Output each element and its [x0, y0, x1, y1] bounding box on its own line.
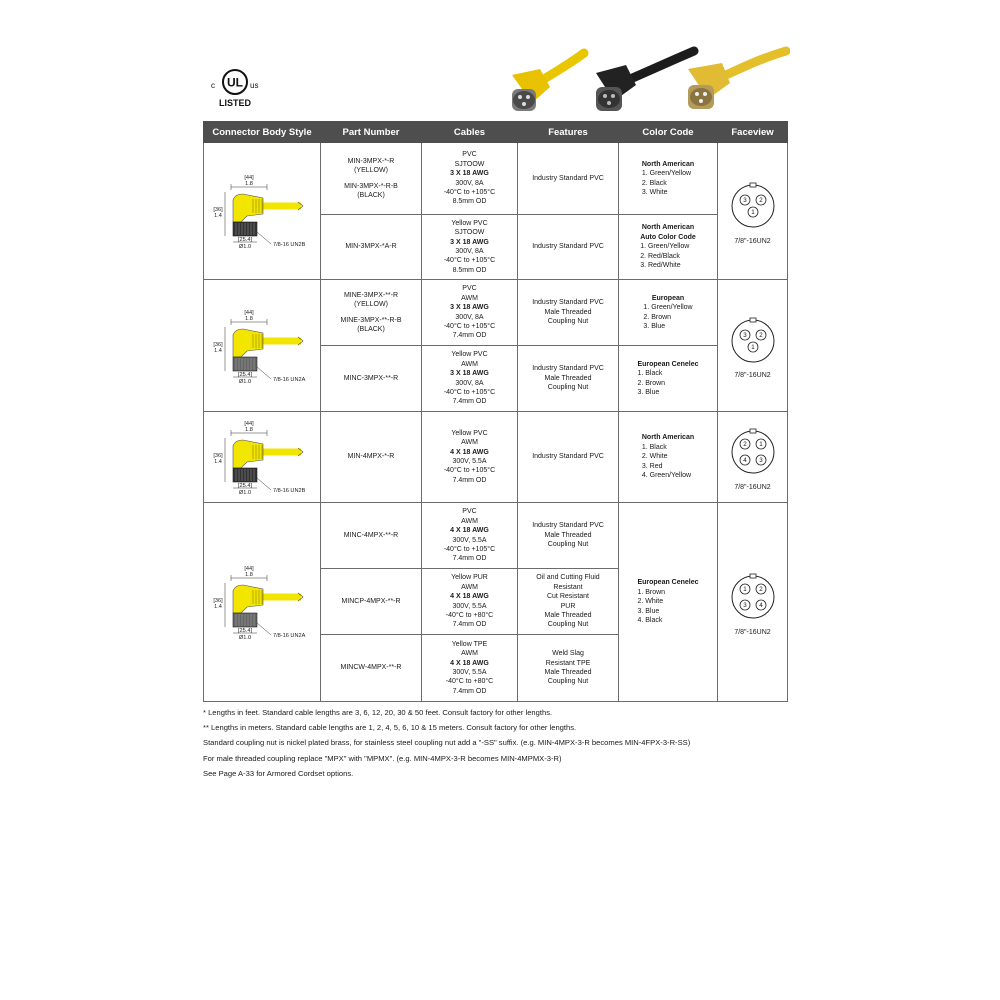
- footnote: Standard coupling nut is nickel plated brass, for stainless steel coupling nut add a "-SS" suffix. (e.g. MIN-4MPX-3-R becomes MIN-4FPX-3-R-SS): [203, 738, 691, 748]
- color-code-item: 4. Black: [637, 617, 663, 625]
- feature-line: Coupling Nut: [547, 678, 589, 686]
- color-code-item: 2. Brown: [643, 313, 672, 321]
- feature-line: PUR: [560, 602, 576, 610]
- cable-line: AWM: [461, 583, 478, 591]
- cable-line: 7.4mm OD: [452, 687, 487, 695]
- color-code-item: 1. Brown: [637, 588, 666, 596]
- cable-gauge: 4 X 18 AWG: [450, 448, 489, 456]
- color-code-item: 3. White: [641, 188, 668, 196]
- dimension-label: Ø1.0: [238, 378, 251, 385]
- faceview-thread-label: 7/8"-16UN2: [734, 372, 771, 379]
- cable-line: 300V, 8A: [455, 313, 484, 321]
- dimension-label: 1.4: [213, 604, 222, 611]
- part-number: MINE-3MPX-**-R: [343, 291, 399, 299]
- dimension-label: 1.8: [244, 181, 253, 188]
- dimension-label: Ø1.0: [238, 490, 251, 497]
- feature-line: Male Threaded: [544, 308, 592, 316]
- photo-yellow-connector-2: [688, 51, 786, 109]
- ul-us-mark: us: [250, 81, 259, 90]
- ul-mark: UL: [227, 75, 243, 90]
- feature-line: Industry Standard PVC: [532, 453, 604, 461]
- table-row: [204, 503, 788, 569]
- cable-line: PVC: [462, 508, 477, 516]
- header-features: Features: [518, 122, 619, 143]
- cable-line: 300V, 5.5A: [452, 669, 487, 676]
- cable-gauge: 4 X 18 AWG: [450, 593, 489, 601]
- table-header-row: [204, 122, 788, 143]
- cable-gauge: 3 X 18 AWG: [450, 238, 489, 246]
- feature-line: Resistant TPE: [545, 659, 591, 667]
- dimension-label: [44]: [243, 421, 254, 428]
- connector-body: [233, 440, 263, 468]
- cable-line: AWM: [461, 360, 478, 368]
- part-number-cell: [321, 143, 422, 215]
- cable-line: Yellow PUR: [451, 574, 488, 582]
- feature-line: Coupling Nut: [547, 621, 589, 629]
- pin: [740, 584, 750, 594]
- cable-line: 300V, 8A: [455, 248, 484, 255]
- color-code-item: 1. Black: [637, 370, 663, 378]
- part-number: MINCP-4MPX-**-R: [341, 597, 401, 605]
- part-color: (BLACK): [357, 325, 385, 333]
- color-code-item: 1. Green/Yellow: [640, 243, 690, 251]
- pin-number: 3: [742, 331, 747, 339]
- cable-line: PVC: [462, 285, 477, 293]
- cable-line: -40°C to +80°C: [445, 611, 494, 619]
- product-photos: [498, 45, 790, 125]
- cable-line: -40°C to +105°C: [443, 322, 496, 330]
- cables-cell: [422, 143, 518, 215]
- cable-gauge: 4 X 18 AWG: [450, 527, 489, 535]
- feature-line: Industry Standard PVC: [532, 243, 604, 251]
- cable-line: AWM: [461, 650, 478, 658]
- dimension-label: 1.4: [213, 459, 222, 466]
- cable-line: Yellow PVC: [451, 429, 488, 437]
- thread-label: 7/8-16 UN2A: [272, 633, 305, 640]
- features-cell: [518, 569, 619, 635]
- color-code-title: European: [651, 294, 685, 302]
- cables-cell: [422, 635, 518, 702]
- part-number-cell: [321, 503, 422, 569]
- dimension-label: 1.8: [244, 427, 253, 434]
- cable-gauge: 4 X 18 AWG: [450, 659, 489, 667]
- features-cell: [518, 412, 619, 503]
- cables-cell: [422, 503, 518, 569]
- pin: [748, 342, 758, 352]
- dimension-label: [25.4]: [237, 371, 252, 378]
- feature-line: Industry Standard PVC: [532, 174, 604, 182]
- keyway-notch: [750, 429, 756, 433]
- part-color: (BLACK): [357, 191, 385, 199]
- feature-line: Industry Standard PVC: [532, 365, 604, 373]
- color-code-item: 3. Blue: [643, 322, 666, 330]
- header-cables: Cables: [422, 122, 518, 143]
- color-code-cell: [619, 346, 718, 412]
- features-cell: [518, 215, 619, 280]
- faceview-4-pin-diagram: [721, 422, 785, 478]
- cable-line: Yellow TPE: [451, 640, 488, 648]
- part-number: MIN-3MPX-*-R: [347, 157, 395, 165]
- footnote: ** Lengths in meters. Standard cable lengths are 1, 2, 4, 5, 6, 10 & 15 meters. Consult factory for other lengths.: [203, 723, 577, 733]
- part-number: MINE-3MPX-**-R-B: [340, 316, 402, 324]
- color-code-cell: [619, 503, 718, 702]
- feature-line: Male Threaded: [544, 669, 592, 676]
- pin: [756, 195, 766, 205]
- cable-line: 7.4mm OD: [452, 398, 487, 406]
- cable-gauge: 3 X 18 AWG: [450, 304, 489, 312]
- color-code-item: 3. Blue: [637, 607, 660, 615]
- part-number: MINC-3MPX-**-R: [343, 374, 399, 382]
- pin-number: 3: [758, 457, 763, 465]
- faceview-cell: [718, 412, 788, 503]
- color-code-item: 1. Black: [641, 443, 667, 451]
- cable-line: 8.5mm OD: [452, 198, 487, 206]
- color-code-title: Auto Color Code: [640, 233, 696, 241]
- dimension-label: [36]: [212, 341, 223, 348]
- part-number-cell: [321, 280, 422, 346]
- table-row: [204, 412, 788, 503]
- faceview-outline: [732, 185, 774, 227]
- part-number-cell: [321, 215, 422, 280]
- thread-label: 7/8-16 UN2A: [272, 376, 305, 383]
- color-code-title: North American: [641, 224, 695, 232]
- callout-leader: [257, 232, 271, 244]
- cables-cell: [422, 346, 518, 412]
- pin-number: 1: [758, 441, 763, 449]
- color-code-item: 3. Red: [641, 462, 663, 470]
- color-code-item: 4. Green/Yellow: [641, 472, 692, 480]
- color-code-item: 2. Brown: [637, 379, 666, 387]
- dimension-label: [44]: [243, 175, 254, 182]
- dimension-label: [36]: [212, 598, 223, 605]
- pin-number: 2: [742, 441, 747, 449]
- part-number-cell: [321, 412, 422, 503]
- part-number: MIN-3MPX-*A-R: [345, 243, 397, 251]
- footnote: * Lengths in feet. Standard cable lengths are 3, 6, 12, 20, 30 & 50 feet. Consult factory for other lengths.: [203, 708, 553, 717]
- connector-diagram-cell: [204, 280, 321, 412]
- cable-line: 300V, 5.5A: [452, 536, 487, 544]
- features-cell: [518, 635, 619, 702]
- cables-cell: [422, 215, 518, 280]
- connector-diagram-cell: [204, 412, 321, 503]
- dimension-label: [25.4]: [237, 237, 252, 244]
- color-code-item: 2. Black: [641, 179, 667, 187]
- photo-black-connector: [596, 51, 694, 111]
- dimension-label: Ø1.0: [238, 635, 251, 642]
- cable-line: -40°C to +105°C: [443, 545, 496, 553]
- keyway-notch: [750, 318, 756, 322]
- color-code-cell: [619, 412, 718, 503]
- thread-label: 7/8-16 UN2B: [272, 488, 305, 495]
- dimension-label: 1.8: [244, 572, 253, 579]
- part-number-cell: [321, 346, 422, 412]
- photo-yellow-connector-1: [512, 53, 584, 111]
- cable-line: Yellow PVC: [451, 219, 488, 227]
- faceview-3-pin-diagram: [721, 311, 785, 367]
- header-connector-body-style: Connector Body Style: [204, 122, 321, 143]
- callout-leader: [257, 367, 271, 379]
- pin: [748, 207, 758, 217]
- connector-diagram-cell: [204, 143, 321, 280]
- connector-body: [233, 194, 263, 222]
- dimension-label: Ø1.0: [238, 244, 251, 251]
- features-cell: [518, 280, 619, 346]
- connector-dimension-drawing: [205, 289, 320, 399]
- dimension-label: 1.4: [213, 213, 222, 220]
- dimension-label: [44]: [243, 309, 254, 316]
- cable-gauge: 3 X 18 AWG: [450, 170, 489, 178]
- pin-number: 1: [750, 209, 755, 217]
- pin: [756, 439, 766, 449]
- table-row: [204, 143, 788, 215]
- cable-line: 8.5mm OD: [452, 266, 487, 274]
- feature-line: Coupling Nut: [547, 318, 589, 326]
- dimension-label: [44]: [243, 566, 254, 573]
- feature-line: Male Threaded: [544, 611, 592, 619]
- features-cell: [518, 503, 619, 569]
- faceview-thread-label: 7/8"-16UN2: [734, 237, 771, 245]
- connector-body: [233, 585, 263, 613]
- pin: [740, 439, 750, 449]
- color-code-cell: [619, 280, 718, 346]
- cable-line: 7.4mm OD: [452, 332, 487, 340]
- faceview-cell: [718, 280, 788, 412]
- faceview-outline: [732, 431, 774, 473]
- part-number: MIN-4MPX-*-R: [347, 453, 395, 461]
- feature-line: Male Threaded: [544, 531, 592, 539]
- dimension-label: [25.4]: [237, 628, 252, 635]
- part-number: MINCW-4MPX-**-R: [340, 664, 402, 672]
- faceview-thread-label: 7/8"-16UN2: [734, 628, 771, 636]
- dimension-label: 1.4: [213, 347, 222, 354]
- faceview-3-pin-diagram: [721, 176, 785, 232]
- feature-line: Industry Standard PVC: [532, 522, 604, 530]
- header-faceview: Faceview: [718, 122, 788, 143]
- color-code-title: European Cenelec: [637, 360, 699, 368]
- ul-c-mark: c: [211, 81, 215, 90]
- cable-line: SJTOOW: [454, 160, 485, 168]
- color-code-cell: [619, 215, 718, 280]
- connector-dimension-drawing: [205, 412, 320, 498]
- pin: [756, 455, 766, 465]
- pin: [740, 195, 750, 205]
- color-code-item: 3. Blue: [637, 388, 660, 396]
- feature-line: Weld Slag: [552, 650, 584, 658]
- features-cell: [518, 346, 619, 412]
- color-code-title: North American: [641, 434, 695, 442]
- pin: [756, 600, 766, 610]
- pin-number: 1: [750, 343, 755, 351]
- dimension-label: [25.4]: [237, 483, 252, 490]
- cable-line: 300V, 8A: [455, 379, 484, 387]
- dimension-label: 1.8: [244, 315, 253, 322]
- color-code-item: 2. Red/Black: [640, 252, 680, 260]
- cable-line: -40°C to +105°C: [443, 467, 496, 475]
- feature-line: Oil and Cutting Fluid: [536, 574, 600, 582]
- features-cell: [518, 143, 619, 215]
- footnote: For male threaded coupling replace "MPX" with "MPMX". (e.g. MIN-4MPX-3-R becomes MIN-4MPMX-3-R): [203, 753, 562, 763]
- connector-diagram-cell: [204, 503, 321, 702]
- callout-leader: [257, 478, 271, 490]
- color-code-item: 1. Green/Yellow: [643, 304, 693, 312]
- color-code-item: 2. White: [637, 598, 664, 606]
- header-color-code: Color Code: [619, 122, 718, 143]
- cables-cell: [422, 280, 518, 346]
- faceview-4-pin-diagram: [721, 567, 785, 623]
- feature-line: Male Threaded: [544, 374, 592, 382]
- table-row: [204, 280, 788, 346]
- cable-line: 7.4mm OD: [452, 476, 487, 484]
- color-code-item: 3. Red/White: [640, 262, 681, 270]
- pin-number: 2: [758, 331, 763, 339]
- pin-number: 2: [758, 586, 763, 594]
- pin-number: 4: [758, 602, 763, 610]
- ul-listed-text: LISTED: [218, 98, 252, 108]
- cable-line: -40°C to +105°C: [443, 257, 496, 265]
- pin-number: 3: [742, 197, 747, 205]
- pin: [756, 330, 766, 340]
- pin: [740, 600, 750, 610]
- cables-cell: [422, 412, 518, 503]
- connector-spec-table: [203, 121, 788, 702]
- connector-dimension-drawing: [205, 154, 320, 264]
- cable-line: 300V, 5.5A: [452, 602, 487, 610]
- pin: [740, 330, 750, 340]
- feature-line: Resistant: [553, 583, 583, 591]
- color-code-item: 1. Green/Yellow: [641, 170, 692, 178]
- cable-line: -40°C to +105°C: [443, 188, 496, 196]
- part-number: MIN-3MPX-*-R-B: [344, 182, 398, 190]
- ul-listed-logo: [204, 64, 276, 112]
- cable-line: 300V, 8A: [455, 179, 484, 187]
- cable-line: -40°C to +80°C: [445, 678, 494, 686]
- cable-line: -40°C to +105°C: [443, 388, 496, 396]
- footnote: See Page A-33 for Armored Cordset options.: [203, 768, 354, 778]
- keyway-notch: [750, 574, 756, 578]
- cable-line: SJTOOW: [454, 229, 485, 237]
- header-part-number: Part Number: [321, 122, 422, 143]
- part-color: (YELLOW): [354, 167, 388, 175]
- part-color: (YELLOW): [354, 301, 388, 309]
- callout-leader: [257, 623, 271, 635]
- cable-line: 300V, 5.5A: [452, 458, 487, 465]
- feature-line: Industry Standard PVC: [532, 299, 604, 307]
- cable-line: AWM: [461, 294, 478, 302]
- cables-cell: [422, 569, 518, 635]
- dimension-label: [36]: [212, 207, 223, 214]
- pin-number: 1: [742, 586, 747, 594]
- pin-number: 2: [758, 197, 763, 205]
- cable-line: Yellow PVC: [451, 351, 488, 359]
- faceview-cell: [718, 143, 788, 280]
- pin-number: 4: [742, 457, 747, 465]
- color-code-item: 2. White: [641, 453, 668, 461]
- cable-line: PVC: [462, 151, 477, 159]
- connector-dimension-drawing: [205, 545, 320, 655]
- keyway-notch: [750, 183, 756, 187]
- faceview-thread-label: 7/8"-16UN2: [734, 483, 771, 491]
- feature-line: Coupling Nut: [547, 541, 589, 549]
- feature-line: Cut Resistant: [546, 593, 590, 601]
- faceview-cell: [718, 503, 788, 702]
- cable-line: AWM: [461, 439, 478, 447]
- pin: [756, 584, 766, 594]
- connector-body: [233, 329, 263, 357]
- cable-line: AWM: [461, 517, 478, 525]
- cable-line: 7.4mm OD: [452, 621, 487, 629]
- pin: [740, 455, 750, 465]
- dimension-label: [36]: [212, 453, 223, 460]
- feature-line: Coupling Nut: [547, 384, 589, 392]
- part-number-cell: [321, 635, 422, 702]
- color-code-title: North American: [641, 160, 695, 168]
- color-code-title: European Cenelec: [637, 579, 699, 587]
- pin-number: 3: [742, 602, 747, 610]
- cable-gauge: 3 X 18 AWG: [450, 370, 489, 378]
- color-code-cell: [619, 143, 718, 215]
- part-number: MINC-4MPX-**-R: [343, 531, 399, 539]
- faceview-outline: [732, 576, 774, 618]
- part-number-cell: [321, 569, 422, 635]
- thread-label: 7/8-16 UN2B: [272, 242, 305, 249]
- footnotes: [203, 705, 803, 781]
- cable-line: 7.4mm OD: [452, 555, 487, 563]
- faceview-outline: [732, 320, 774, 362]
